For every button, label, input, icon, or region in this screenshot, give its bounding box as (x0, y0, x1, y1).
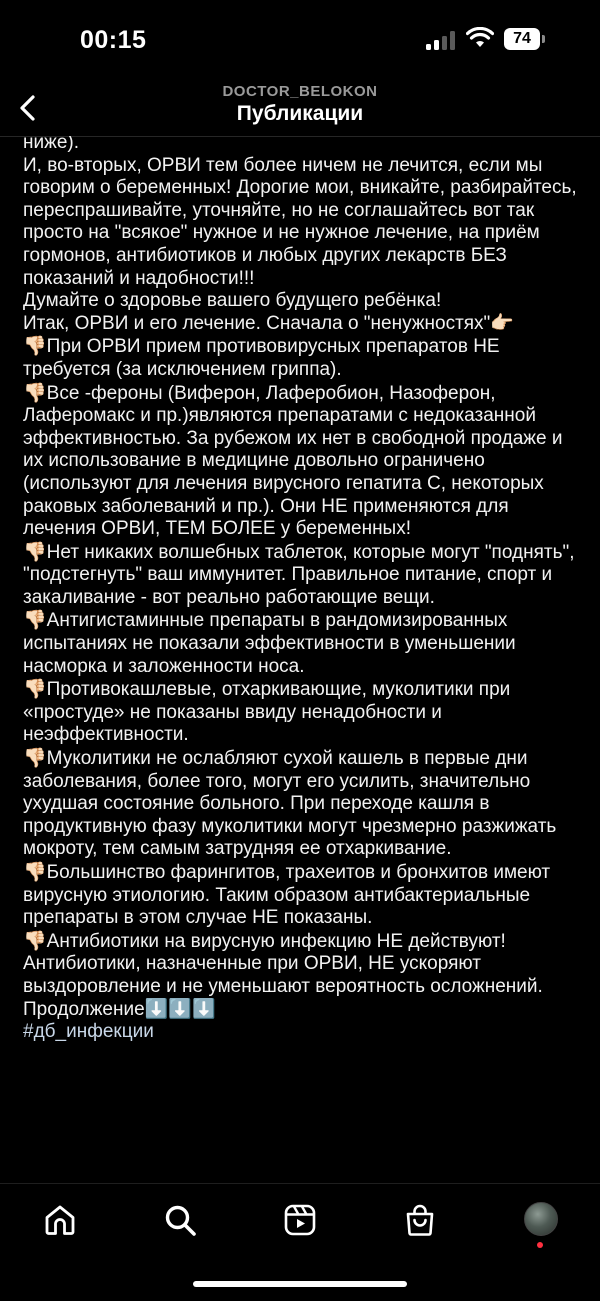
caption-item-text: Противокашлевые, отхаркивающие, муколитики при «простуде» не показаны ввиду ненадобности и неэффективности. (23, 679, 511, 746)
caption-line: Думайте о здоровье вашего будущего ребёнка! (23, 290, 442, 312)
home-indicator[interactable] (193, 1281, 407, 1287)
post-caption-area (0, 136, 600, 1182)
caption-item-text: При ОРВИ прием противовирусных препаратов НЕ требуется (за исключением гриппа). (23, 336, 500, 380)
caption-item-text: Нет никаких волшебных таблеток, которые могут "поднять", "подстегнуть" ваш иммунитет. Правильное питание, спорт и закаливание - вот реально работающие вещи. (23, 541, 575, 608)
page-title: Публикации (236, 102, 364, 125)
battery-tip (542, 35, 545, 43)
continuation-text: Продолжение⬇️⬇️⬇️ (23, 998, 216, 1020)
caption-line: ниже). (23, 136, 79, 153)
thumbs-down-icon: 👎🏻 (23, 540, 47, 563)
caption-item-text: Все -фероны (Виферон, Лаферобион, Назоферон, Лаферомакс и пр.)являются препаратами с недоказанной эффективностью. За рубежом их нет в свободной продаже и их использование в медицине довольно ограничено (используют для лечения вирусного гепатита С, некоторых раковых заболеваний и пр.). Они НЕ применяются для лечения ОРВИ, ТЕМ БОЛЕЕ у беременных! (23, 382, 563, 540)
caption-item (23, 678, 583, 747)
caption-item-text: Муколитики не ослабляют сухой кашель в первые дни заболевания, более того, могут его усилить, значительно ухудшая состояние больного. При переходе кашля в продуктивную фазу муколитики могут чрезмерно разжижать мокроту, тем самым затрудняя ее отхаркивание. (23, 748, 557, 860)
wifi-icon (466, 27, 494, 49)
caption-line: Итак, ОРВИ и его лечение. Сначала о "ненужностях"👉🏻 (23, 312, 514, 334)
thumbs-down-icon: 👎🏻 (23, 929, 47, 952)
caption-item-text: Антигистаминные препараты в рандомизированных испытаниях не показали эффективности в уменьшении насморка и заложенности носа. (23, 610, 516, 677)
thumbs-down-icon: 👎🏻 (23, 747, 47, 770)
status-bar (0, 0, 600, 80)
thumbs-down-icon: 👎🏻 (23, 861, 47, 883)
reels-icon[interactable] (283, 1203, 317, 1237)
caption-item-text: Большинство фарингитов, трахеитов и бронхитов имеют вирусную этиологию. Таким образом антибактериальные препараты в этом случае НЕ показаны. (23, 862, 551, 929)
notification-dot (537, 1242, 543, 1248)
status-time: 00:15 (80, 26, 147, 54)
caption-item (23, 861, 583, 930)
battery-level: 74 (513, 30, 531, 47)
account-username[interactable]: DOCTOR_BELOKON (222, 83, 378, 100)
caption-item (23, 541, 583, 610)
post-caption (23, 136, 583, 1044)
caption-item (23, 382, 583, 541)
caption-line: И, во-вторых, ОРВИ тем более ничем не лечится, если мы говорим о беременных! Дорогие мои, вникайте, разбирайтесь, переспрашивайте, уточняйте, но не соглашайтесь вот так просто на "всякое" нужное и не нужное лечение, на приём гормонов, антибиотиков и любых других лекарств БЕЗ показаний и надобности!!! (23, 154, 577, 289)
caption-item (23, 335, 583, 381)
thumbs-down-icon: 👎🏻 (23, 335, 47, 358)
caption-item (23, 609, 583, 678)
caption-item (23, 930, 583, 999)
profile-avatar[interactable] (524, 1202, 558, 1236)
thumbs-down-icon: 👎🏻 (23, 609, 47, 632)
caption-item-text: Антибиотики на вирусную инфекцию НЕ действуют! Антибиотики, назначенные при ОРВИ, НЕ ускоряют выздоровление и не уменьшают вероятность осложнений. (23, 930, 543, 997)
header (0, 80, 600, 137)
search-icon[interactable] (163, 1203, 197, 1237)
hashtag-link[interactable]: #дб_инфекции (23, 1021, 154, 1043)
thumbs-down-icon: 👎🏻 (23, 678, 47, 701)
shop-icon[interactable] (403, 1203, 437, 1237)
thumbs-down-icon: 👎🏻 (23, 381, 47, 404)
cellular-signal-icon (426, 30, 458, 50)
battery-icon (504, 28, 540, 50)
home-icon[interactable] (43, 1203, 77, 1237)
caption-item (23, 747, 583, 861)
